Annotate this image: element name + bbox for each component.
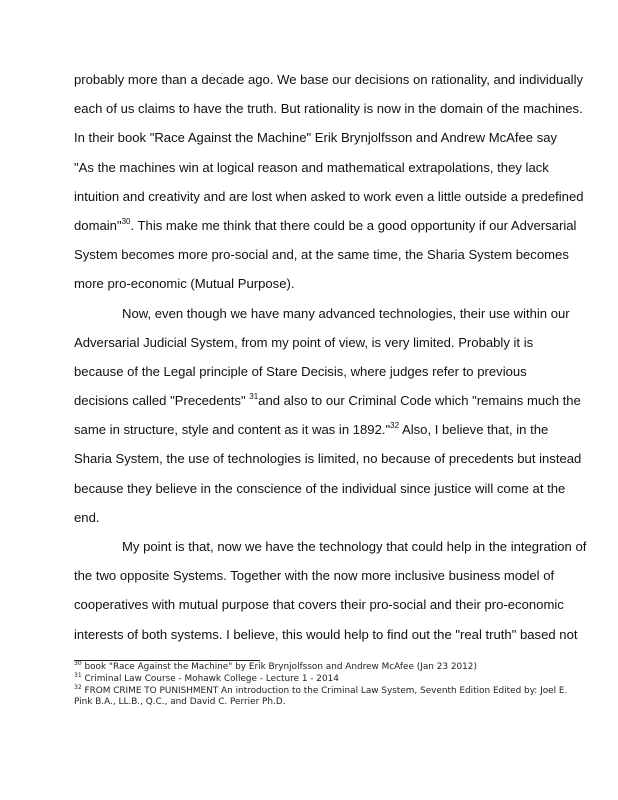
text-line: domain"$^{30}$. This make me think that there could be a good opportunity if our Adversarial — [74, 216, 577, 233]
text-line: intuition and creativity and are lost when asked to work even a little outside a predefined — [74, 188, 584, 204]
text-line: probably more than a decade ago. We base our decisions on rationality, and individually — [74, 72, 584, 87]
footnote-ref: 32 — [390, 420, 400, 430]
footnote-number: 32 — [74, 683, 82, 691]
text-line: because they believe in the conscience of the individual since justice will come at the — [74, 480, 566, 496]
text-line: each of us claims to have the truth. But rationality is now in the domain of the machines. — [74, 101, 583, 117]
text-line: decisions called "Precedents" $^{31}$and also to our Criminal Code which "remains much the — [74, 391, 581, 409]
text-line: the two opposite Systems. Together with the now more inclusive business model of — [74, 568, 555, 584]
text-line: end. — [74, 509, 100, 525]
text-line: more pro-economic (Mutual Purpose). — [74, 276, 295, 292]
footnote-number: 30 — [74, 660, 82, 668]
footnote: $^{31}$ Criminal Law Course - Mohawk College - Lecture 1 - 2014 — [74, 671, 339, 684]
text-line: Now, even though we have many advanced technologies, their use within our — [122, 305, 570, 321]
body-text — [74, 65, 587, 649]
footnote-ref: 30 — [121, 216, 131, 226]
text-line: Sharia System, the use of technologies is limited, no because of precedents but instead — [74, 451, 582, 467]
text-line: same in structure, style and content as it was in 1892."$^{32}$ Also, I believe that, in the — [74, 420, 549, 438]
footnote-continuation: Pink B.A., LL.B., Q.C., and David C. Perrier Ph.D. — [74, 697, 286, 708]
text-line: because of the Legal principle of Stare Decisis, where judges refer to previous — [74, 363, 527, 379]
text-line: cooperatives with mutual purpose that covers their pro-social and their pro-economic — [74, 597, 564, 613]
footnote-ref: 31 — [249, 391, 259, 401]
text-line: Adversarial Judicial System, from my point of view, is very limited. Probably it is — [74, 334, 534, 350]
text-line: In their book "Race Against the Machine" Erik Brynjolfsson and Andrew McAfee say — [74, 130, 558, 146]
footnote-divider — [74, 660, 260, 661]
text-line: System becomes more pro-social and, at the same time, the Sharia System becomes — [74, 247, 569, 263]
footnote: $^{32}$ FROM CRIME TO PUNISHMENT An introduction to the Criminal Law System, Seventh Edition Edited by: Joel E. — [74, 683, 568, 696]
text-line: interests of both systems. I believe, this would help to find out the "real truth" based not — [74, 626, 578, 642]
footnote: $^{30}$ book "Race Against the Machine" by Erik Brynjolfsson and Andrew McAfee (Jan 23 2012) — [74, 660, 477, 672]
footnote-number: 31 — [74, 671, 82, 679]
footnotes — [74, 660, 568, 709]
text-line: "As the machines win at logical reason and mathematical extrapolations, they lack — [74, 159, 549, 175]
text-line: My point is that, now we have the technology that could help in the integration of — [122, 539, 587, 554]
